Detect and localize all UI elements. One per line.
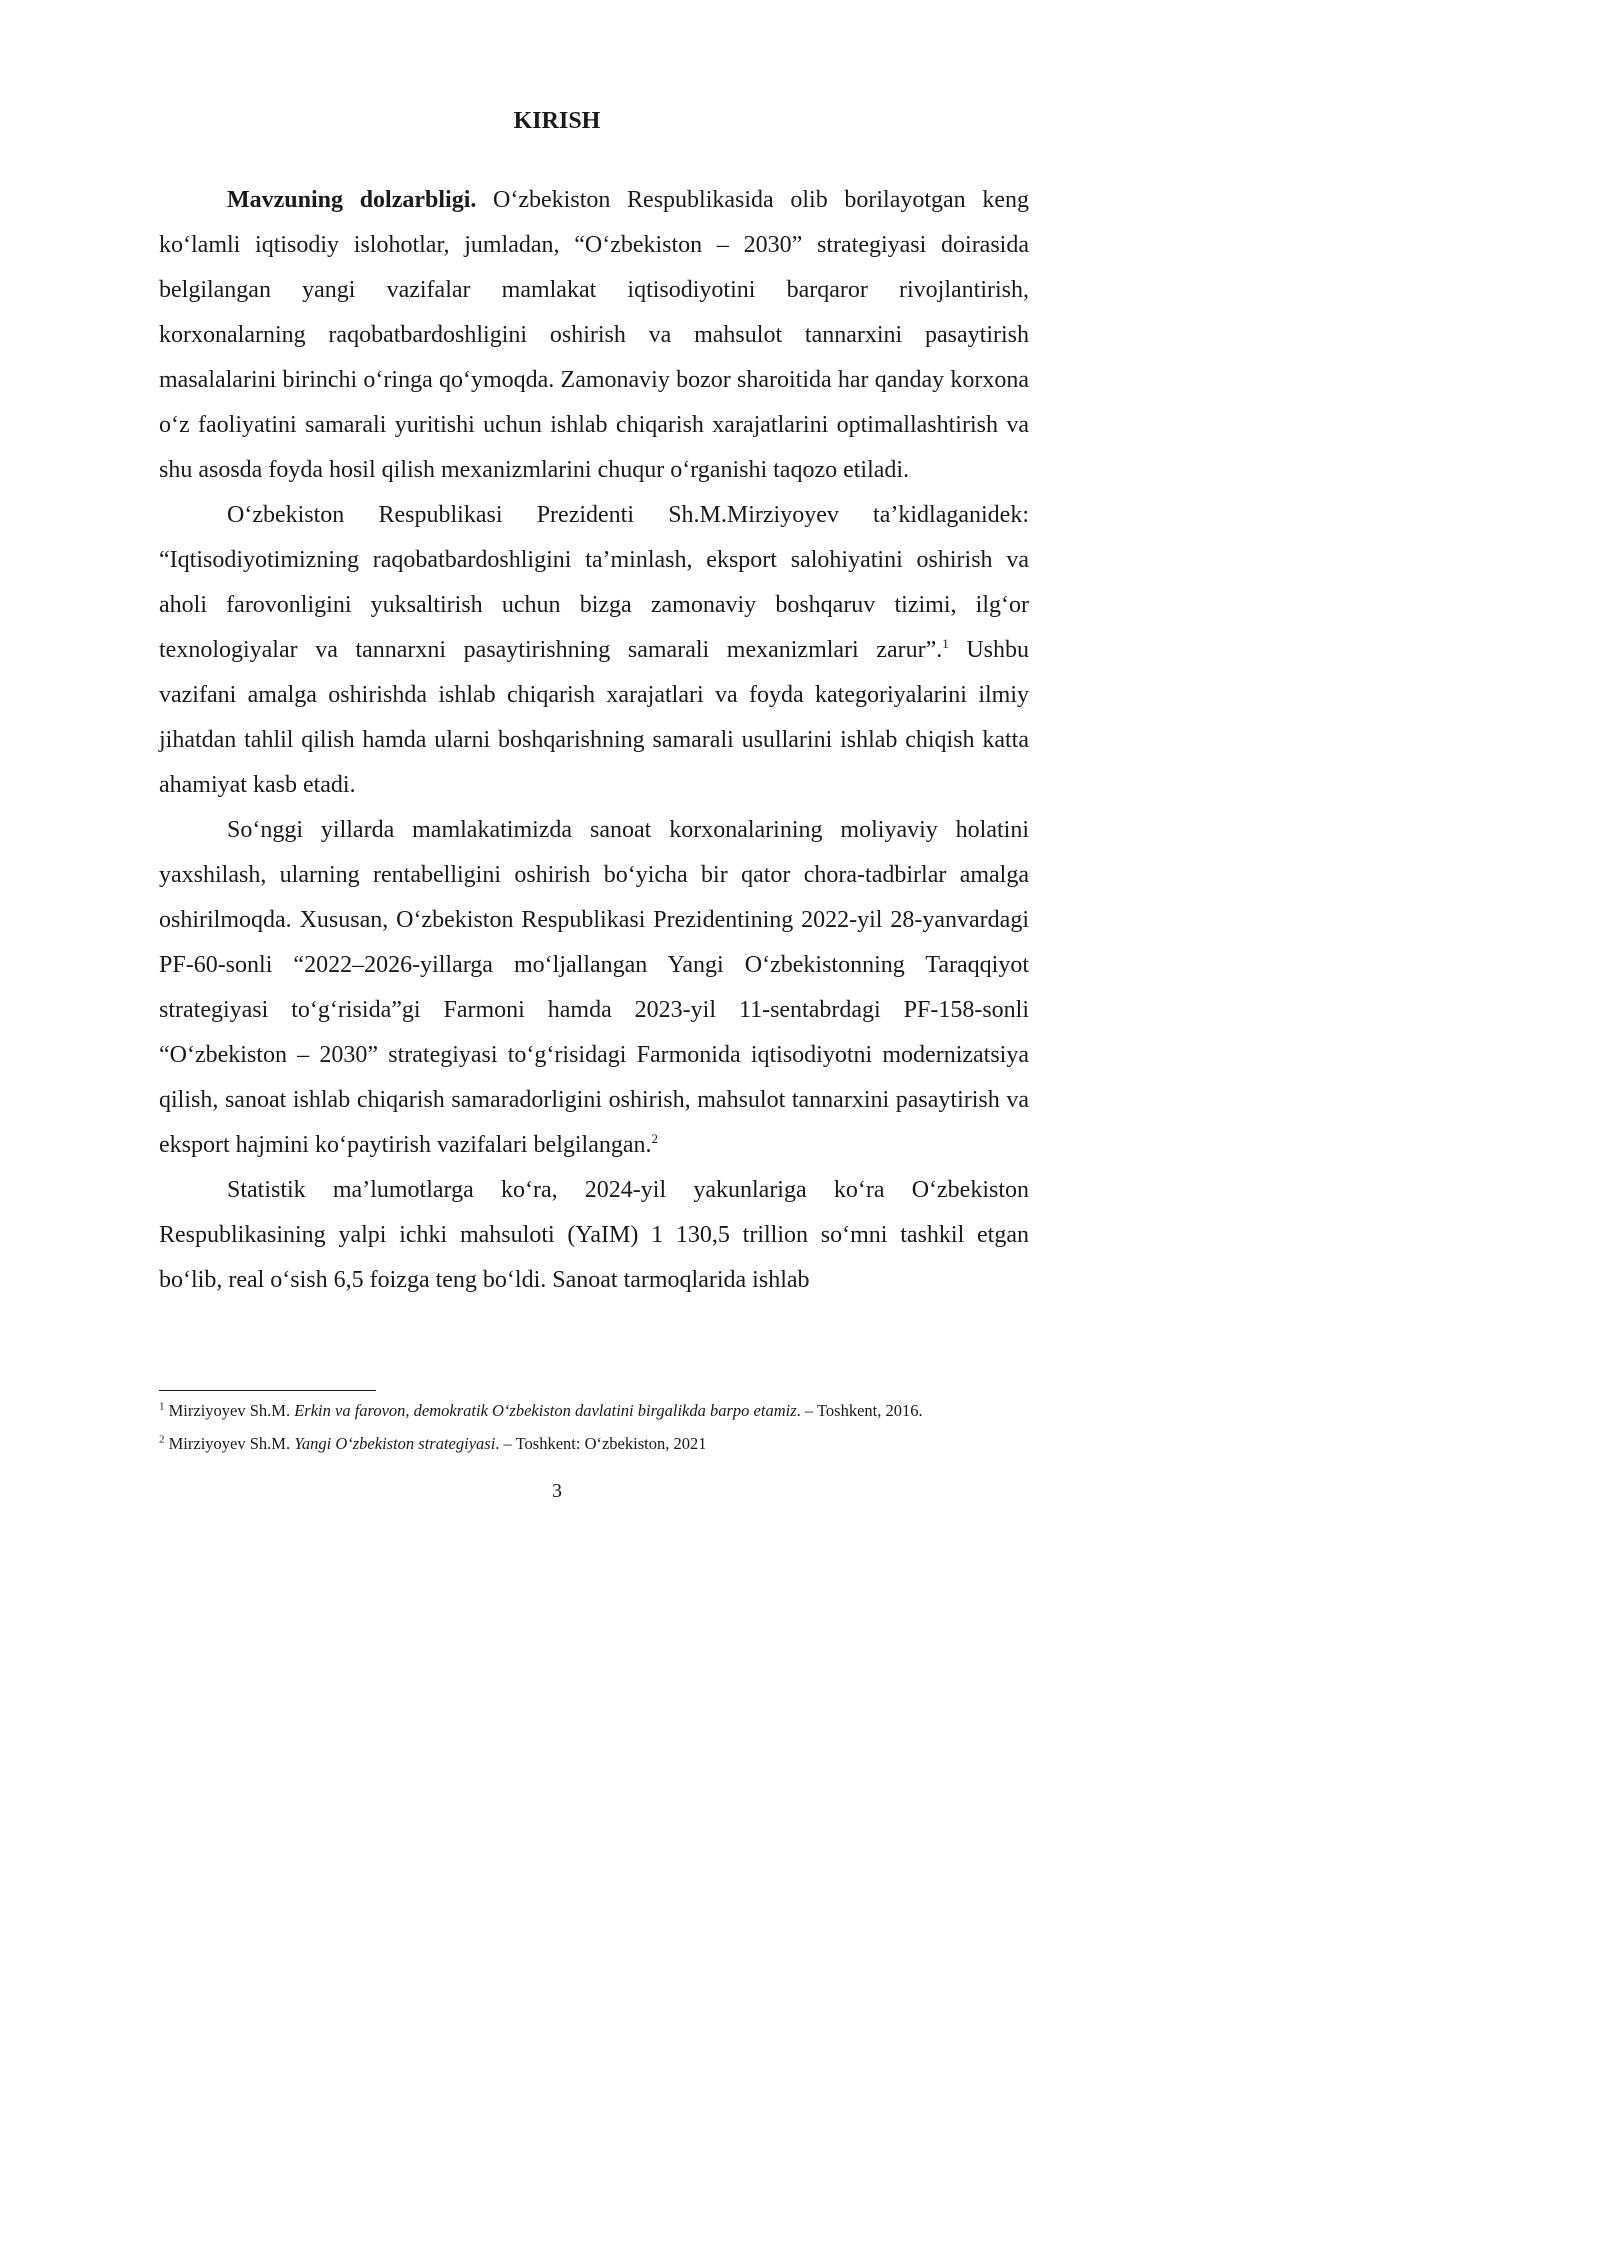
footnotes bbox=[159, 1400, 1039, 1466]
footnote-author: Mirziyoyev Sh.M. bbox=[168, 1434, 291, 1453]
paragraph-lead: Mavzuning dolzarbligi. bbox=[227, 187, 477, 213]
footnote-separator bbox=[159, 1390, 376, 1391]
footnote-2 bbox=[159, 1433, 1039, 1454]
footnote-publication: . – Toshkent, 2016. bbox=[796, 1401, 923, 1420]
document-page bbox=[0, 0, 1114, 1576]
footnote-reference-2[interactable]: 2 bbox=[651, 1131, 659, 1146]
paragraph-text: So‘nggi yillarda mamlakatimizda sanoat korxonalarining moliyaviy holatini yaxshilash, ularning rentabelligini oshirish bo‘yicha bir qator chora-tadbirlar amalga oshirilmoqda. Xususan, O‘zbekiston Respublikasi Prezidentining 2022-yil 28-yanvardagi PF-60-sonli “2022–2026-yillarga mo‘ljallangan Yangi O‘zbekistonning Taraqqiyot strategiyasi to‘g‘risida”gi Farmoni hamda 2023-yil 11-sentabrdagi PF-158-sonli “O‘zbekiston – 2030” strategiyasi to‘g‘risidagi Farmonida iqtisodiyotni modernizatsiya qilish, sanoat ishlab chiqarish samaradorligini oshirish, mahsulot tannarxini pasaytirish va eksport hajmini ko‘paytirish vazifalari belgilangan. bbox=[159, 817, 1029, 1158]
paragraph-decrees bbox=[159, 808, 1029, 1168]
paragraph-statistics bbox=[159, 1168, 1029, 1303]
footnote-author: Mirziyoyev Sh.M. bbox=[168, 1401, 291, 1420]
paragraph-president-quote bbox=[159, 493, 1029, 808]
footnote-reference-1[interactable]: 1 bbox=[942, 636, 949, 651]
page-number: 3 bbox=[552, 1480, 562, 1502]
footnote-number: 2 bbox=[159, 1433, 165, 1446]
footnote-number: 1 bbox=[159, 1400, 165, 1413]
footnote-title: Yangi O‘zbekiston strategiyasi bbox=[294, 1434, 496, 1453]
paragraph-text: O‘zbekiston Respublikasi Prezidenti Sh.M.Mirziyoyev ta’kidlaganidek: “Iqtisodiyotimizning raqobatbardoshligini ta’minlash, eksport salohiyatini oshirish va aholi farovonligini yuksaltirish uchun bizga zamonaviy boshqaruv tizimi, ilg‘or texnologiyalar va tannarxni pasaytirishning samarali mexanizmlari zarur”. bbox=[159, 502, 1029, 663]
section-heading: KIRISH bbox=[513, 108, 601, 134]
footnote-publication: . – Toshkent: O‘zbekiston, 2021 bbox=[495, 1434, 707, 1453]
paragraph-text: O‘zbekiston Respublikasida olib borilayotgan keng ko‘lamli iqtisodiy islohotlar, jumladan, “O‘zbekiston – 2030” strategiyasi doirasida belgilangan yangi vazifalar mamlakat iqtisodiyotini barqaror rivojlantirish, korxonalarning raqobatbardoshligini oshirish va mahsulot tannarxini pasaytirish masalalarini birinchi o‘ringa qo‘ymoqda. Zamonaviy bozor sharoitida har qanday korxona o‘z faoliyatini samarali yuritishi uchun ishlab chiqarish xarajatlarini optimallashtirish va shu asosda foyda hosil qilish mexanizmlarini chuqur o‘rganishi taqozo etiladi. bbox=[159, 187, 1030, 483]
paragraph-text-continued: Ushbu vazifani amalga oshirishda ishlab chiqarish xarajatlari va foyda kategoriyalarini ilmiy jihatdan tahlil qilish hamda ularni boshqarishning samarali usullarini ishlab chiqish katta ahamiyat kasb etadi. bbox=[159, 637, 1030, 798]
paragraph-text: Statistik ma’lumotlarga ko‘ra, 2024-yil yakunlariga ko‘ra O‘zbekiston Respublikasining yalpi ichki mahsuloti (YaIM) 1 130,5 trillion so‘mni tashkil etgan bo‘lib, real o‘sish 6,5 foizga teng bo‘ldi. Sanoat tarmoqlarida ishlab bbox=[159, 1177, 1029, 1293]
footnote-1 bbox=[159, 1400, 1039, 1421]
paragraph-relevance bbox=[159, 178, 1029, 493]
body-text bbox=[159, 178, 1029, 1303]
footnote-title: Erkin va farovon, demokratik O‘zbekiston davlatini birgalikda barpo etamiz bbox=[294, 1401, 797, 1420]
